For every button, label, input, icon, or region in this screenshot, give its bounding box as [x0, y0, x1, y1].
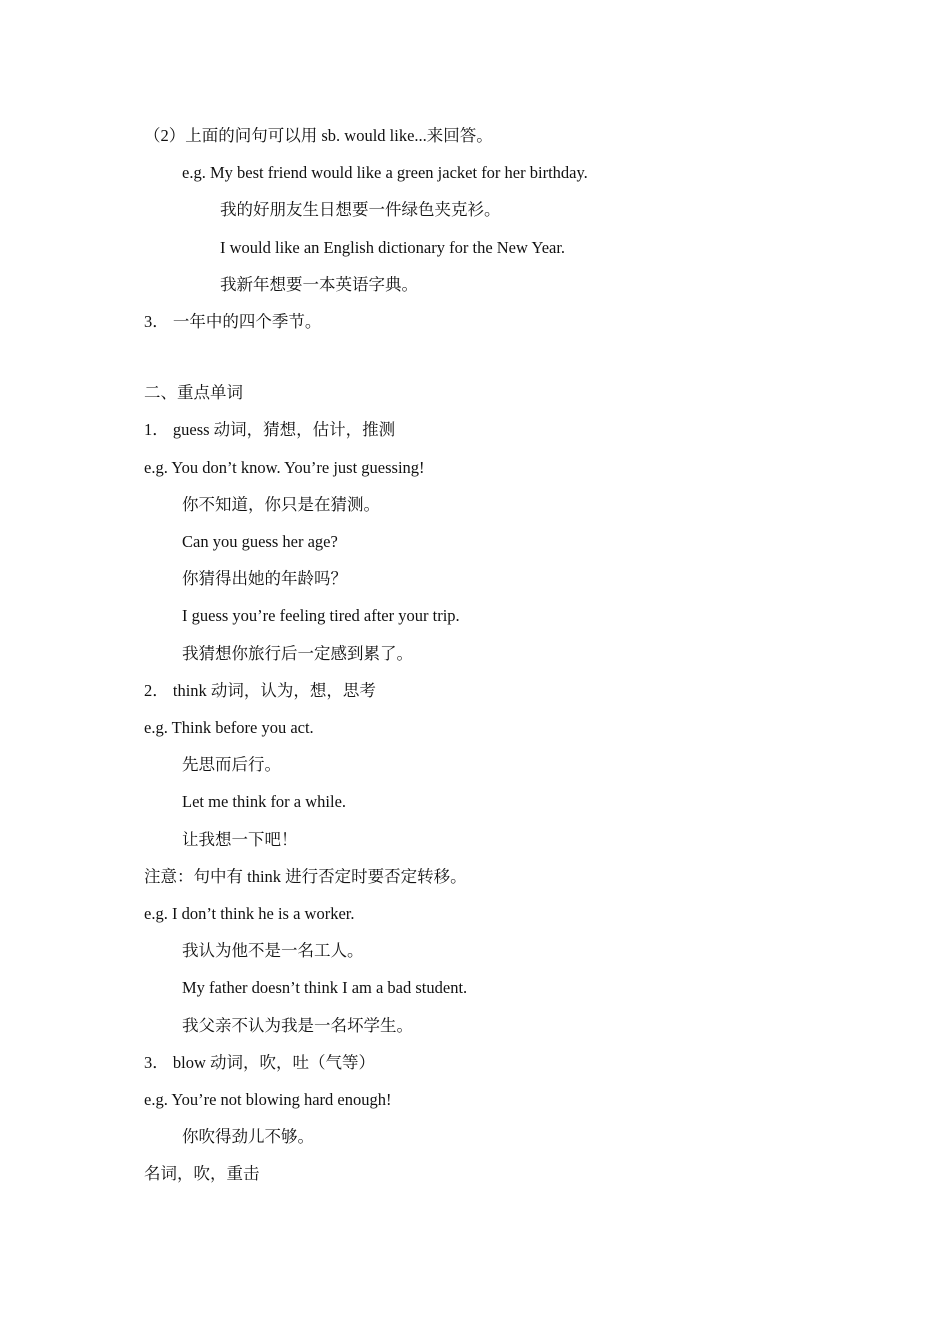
text-line: I would like an English dictionary for the New Year. — [220, 238, 566, 257]
text-line: 我认为他不是一名工人。 — [182, 941, 364, 960]
text-line: My father doesn’t think I am a bad student. — [182, 978, 468, 997]
text-line: 我猜想你旅行后一定感到累了。 — [182, 644, 413, 663]
text-line: 让我想一下吧！ — [182, 830, 298, 849]
text-line: 你吹得劲儿不够。 — [182, 1127, 314, 1146]
text-line: 先思而后行。 — [182, 755, 281, 774]
text-line: 你不知道，你只是在猜测。 — [182, 495, 380, 514]
text-line: 1． guess 动词，猜想，估计，推测 — [144, 420, 396, 439]
text-line: e.g. Think before you act. — [144, 718, 314, 737]
text-line: 我父亲不认为我是一名坏学生。 — [182, 1016, 413, 1035]
text-line: 你猜得出她的年龄吗？ — [182, 569, 347, 588]
text-line: 注意：句中有 think 进行否定时要否定转移。 — [144, 867, 467, 886]
text-line: 2． think 动词，认为，想，思考 — [144, 681, 376, 700]
text-line: 二、重点单词 — [144, 383, 243, 402]
text-line: Let me think for a while. — [182, 792, 347, 811]
text-line: 3． blow 动词，吹，吐（气等） — [144, 1053, 375, 1072]
text-line: I guess you’re feeling tired after your trip. — [182, 606, 460, 625]
text-line: 我的好朋友生日想要一件绿色夹克衫。 — [220, 200, 501, 219]
text-line: e.g. You’re not blowing hard enough! — [144, 1090, 392, 1109]
text-line: （2）上面的问句可以用 sb. would like...来回答。 — [144, 126, 493, 145]
text-line: e.g. You don’t know. You’re just guessing! — [144, 458, 425, 477]
text-line: e.g. I don’t think he is a worker. — [144, 904, 355, 923]
text-line: e.g. My best friend would like a green jacket for her birthday. — [182, 163, 588, 182]
text-line: Can you guess her age? — [182, 532, 338, 551]
text-line: 我新年想要一本英语字典。 — [220, 275, 418, 294]
text-line: 名词，吹，重击 — [144, 1164, 260, 1183]
text-line: 3． 一年中的四个季节。 — [144, 312, 322, 331]
